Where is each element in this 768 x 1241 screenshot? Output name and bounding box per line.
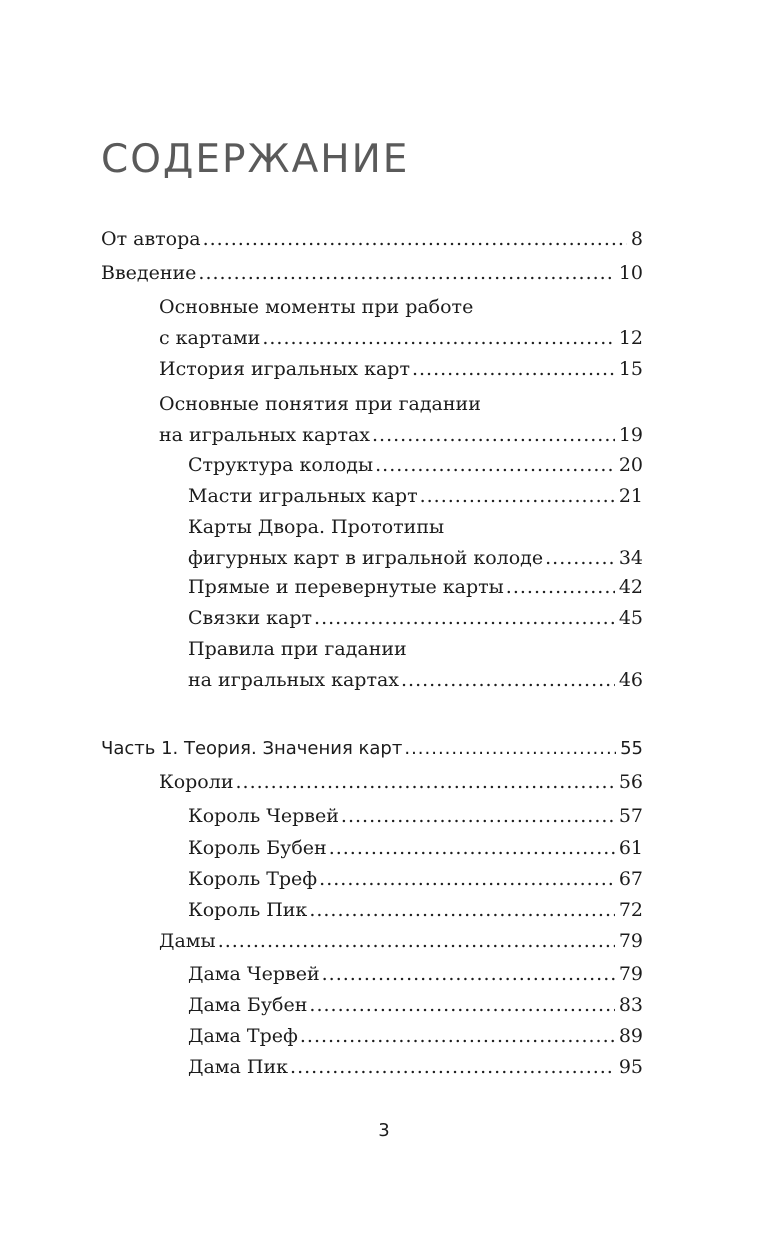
toc-label: Структура колоды [188, 454, 374, 476]
toc-entry[interactable] [188, 895, 643, 926]
leader-dots [329, 833, 615, 864]
toc-entry[interactable] [188, 1052, 643, 1083]
toc-page-number: 67 [618, 868, 643, 890]
leader-dots [372, 420, 615, 451]
toc-page-number: 34 [618, 547, 643, 569]
leader-dots [319, 864, 615, 895]
toc-label: Дамы [159, 930, 216, 952]
toc-label-line: Карты Двора. Прототипы [188, 516, 445, 538]
leader-dots [309, 895, 615, 926]
toc-entry[interactable] [188, 634, 643, 696]
toc-entry[interactable] [188, 864, 643, 895]
toc-page-number: 42 [618, 576, 643, 598]
toc-page-number: 79 [618, 963, 643, 985]
leader-dots [401, 665, 615, 696]
toc-page-number: 8 [630, 228, 643, 250]
toc-label: Дама Пик [188, 1056, 289, 1078]
toc-label: на игральных картах [159, 424, 371, 446]
toc-label: Часть 1. Теория. Значения карт [101, 738, 403, 759]
toc-page-number: 72 [618, 899, 643, 921]
leader-dots [404, 733, 616, 764]
toc-page-number: 12 [618, 327, 643, 349]
leader-dots [545, 543, 615, 574]
page-number: 3 [378, 1120, 390, 1141]
toc-page-number: 20 [618, 454, 643, 476]
toc-entry[interactable] [101, 224, 643, 255]
toc-part-heading[interactable] [101, 733, 643, 764]
toc-page-number: 21 [618, 485, 643, 507]
toc-label: Король Пик [188, 899, 308, 921]
toc-entry[interactable] [188, 572, 643, 603]
toc-page-number: 15 [618, 358, 643, 380]
toc-entry[interactable] [159, 926, 643, 957]
leader-dots [420, 481, 615, 512]
toc-entry[interactable] [159, 292, 643, 354]
toc-page-number: 19 [618, 424, 643, 446]
leader-dots [203, 224, 627, 255]
leader-dots [375, 450, 615, 481]
leader-dots [218, 926, 615, 957]
toc-label: Король Червей [188, 805, 339, 827]
toc-entry[interactable] [188, 450, 643, 481]
toc-entry[interactable] [159, 767, 643, 798]
toc-label: фигурных карт в игральной колоде [188, 547, 544, 569]
toc-entry[interactable] [188, 990, 643, 1021]
toc-entry[interactable] [101, 258, 643, 289]
leader-dots [290, 1052, 615, 1083]
toc-entry[interactable] [188, 833, 643, 864]
toc-entry[interactable] [188, 603, 643, 634]
leader-dots [506, 572, 615, 603]
toc-label: Дама Треф [188, 1025, 298, 1047]
leader-dots [412, 354, 615, 385]
toc-label: Дама Червей [188, 963, 320, 985]
toc-entry[interactable] [188, 512, 643, 574]
toc-page-number: 79 [618, 930, 643, 952]
toc-label-line: Основные моменты при работе [159, 296, 474, 318]
leader-dots [300, 1021, 615, 1052]
page-title: СОДЕРЖАНИЕ [101, 137, 410, 182]
toc-entry[interactable] [188, 959, 643, 990]
leader-dots [309, 990, 614, 1021]
toc-label: От автора [101, 228, 201, 250]
leader-dots [341, 801, 615, 832]
toc-entry[interactable] [159, 354, 643, 385]
toc-label: на игральных картах [188, 669, 400, 691]
toc-label: Дама Бубен [188, 994, 308, 1016]
toc-entry[interactable] [159, 389, 643, 451]
toc-entry[interactable] [188, 1021, 643, 1052]
toc-label: Король Треф [188, 868, 318, 890]
toc-label: Связки карт [188, 607, 313, 629]
leader-dots [198, 258, 614, 289]
leader-dots [314, 603, 615, 634]
toc-label: История игральных карт [159, 358, 410, 380]
toc-page-number: 95 [618, 1056, 643, 1078]
toc-page-number: 45 [618, 607, 643, 629]
toc-label: Масти игральных карт [188, 485, 418, 507]
leader-dots [322, 959, 615, 990]
toc-entry[interactable] [188, 481, 643, 512]
toc-label: Король Бубен [188, 837, 327, 859]
toc-label: Введение [101, 262, 197, 284]
leader-dots [262, 323, 614, 354]
toc-label: Прямые и перевернутые карты [188, 576, 504, 598]
toc-page-number: 55 [620, 738, 643, 759]
toc-page-number: 61 [618, 837, 643, 859]
toc-page-number: 83 [618, 994, 643, 1016]
toc-page-number: 57 [618, 805, 643, 827]
toc-label-line: Основные понятия при гадании [159, 393, 481, 415]
toc-page-number: 10 [618, 262, 643, 284]
toc-label: Короли [159, 771, 234, 793]
leader-dots [235, 767, 614, 798]
toc-label: с картами [159, 327, 261, 349]
toc-page-number: 89 [618, 1025, 643, 1047]
toc-page-number: 56 [618, 771, 643, 793]
toc-page-number: 46 [618, 669, 643, 691]
toc-label-line: Правила при гадании [188, 638, 407, 660]
toc-entry[interactable] [188, 801, 643, 832]
